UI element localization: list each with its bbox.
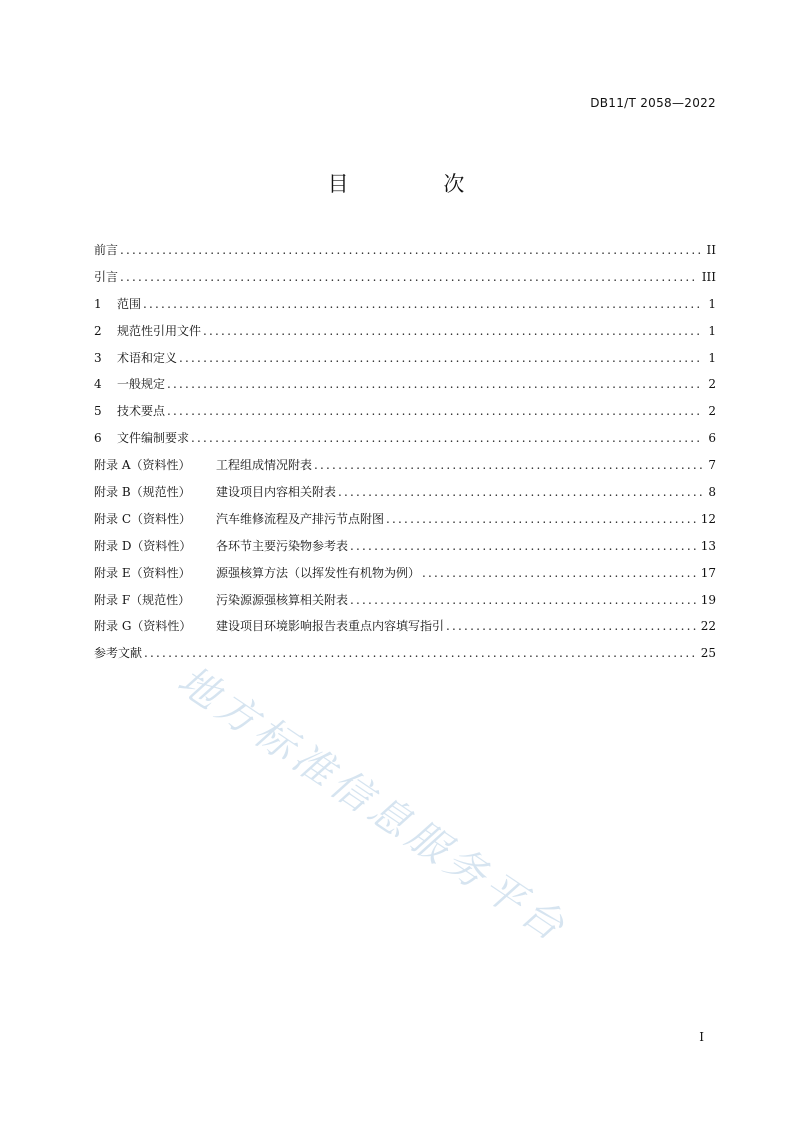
toc-entry-label: 源强核算方法（以挥发性有机物为例） [216, 565, 421, 580]
toc-entry[interactable] [94, 564, 716, 591]
toc-entry-annex-prefix: 附录 D（资料性） [94, 538, 192, 553]
toc-entry-leader [386, 512, 697, 526]
toc-entry-number: 3 [94, 350, 102, 365]
toc-entry[interactable] [94, 241, 716, 268]
toc-entry[interactable] [94, 268, 716, 295]
toc-entry-page: 6 [708, 431, 716, 446]
toc-entry-label: 前言 [94, 243, 119, 257]
toc-entry-number: 4 [94, 377, 102, 392]
toc-entry-leader [446, 619, 697, 633]
toc-entry-label: 建设项目内容相关附表 [216, 485, 337, 500]
toc-entry-label: 规范性引用文件 [117, 323, 202, 338]
toc-entry-label: 术语和定义 [117, 350, 178, 365]
toc-entry-label: 汽车维修流程及产排污节点附图 [216, 511, 385, 526]
toc-entry-page: II [706, 243, 716, 257]
toc-entry-label: 文件编制要求 [117, 431, 190, 446]
toc-entry-leader [422, 566, 697, 580]
toc-entry-label: 技术要点 [117, 404, 166, 419]
toc-entry-page: 1 [708, 323, 716, 338]
toc-entry-page: 25 [700, 646, 716, 661]
toc-entry-leader [167, 377, 702, 391]
toc-entry-label: 各环节主要污染物参考表 [216, 538, 349, 553]
toc-entry-page: III [701, 269, 716, 284]
page-title: 目 次 [327, 172, 509, 196]
table-of-contents [94, 241, 716, 671]
toc-entry-label: 范围 [117, 296, 142, 311]
toc-entry-label: 引言 [94, 269, 119, 284]
toc-entry-annex-prefix: 附录 A（资料性） [94, 458, 191, 473]
toc-entry-label: 一般规定 [117, 377, 166, 392]
toc-entry-label: 建设项目环境影响报告表重点内容填写指引 [216, 619, 445, 634]
toc-entry-label: 工程组成情况附表 [216, 458, 313, 473]
toc-entry-page: 2 [708, 377, 716, 392]
toc-entry-page: 7 [708, 458, 716, 473]
toc-entry-number: 2 [94, 323, 102, 338]
toc-entry-page: 12 [700, 511, 716, 526]
toc-entry-page: 1 [708, 296, 716, 311]
toc-entry-leader [143, 297, 702, 311]
toc-entry-leader [350, 539, 697, 553]
toc-entry[interactable] [94, 402, 716, 429]
toc-entry[interactable] [94, 617, 716, 644]
toc-entry-page: 8 [708, 485, 716, 500]
toc-entry-annex-prefix: 附录 F（规范性） [94, 592, 191, 607]
toc-entry-leader [203, 324, 702, 338]
toc-entry-page: 1 [708, 350, 716, 365]
toc-entry-leader [120, 243, 702, 257]
toc-entry-annex-prefix: 附录 E（资料性） [94, 565, 191, 580]
toc-entry-page: 17 [700, 565, 716, 580]
toc-entry-label: 参考文献 [94, 646, 143, 661]
toc-entry-annex-prefix: 附录 C（资料性） [94, 511, 191, 526]
toc-entry-page: 19 [700, 592, 716, 607]
toc-entry[interactable] [94, 456, 716, 483]
toc-entry-number: 6 [94, 431, 102, 446]
toc-entry[interactable] [94, 349, 716, 376]
toc-entry[interactable] [94, 375, 716, 402]
toc-entry-leader [191, 431, 702, 445]
toc-entry-leader [314, 458, 702, 472]
toc-entry-number: 5 [94, 404, 102, 419]
toc-entry-label: 污染源源强核算相关附表 [216, 592, 349, 607]
page-number: I [699, 1030, 704, 1044]
toc-entry-page: 2 [708, 404, 716, 419]
toc-entry-leader [338, 485, 702, 499]
toc-entry-leader [167, 404, 702, 418]
toc-entry[interactable] [94, 537, 716, 564]
toc-entry-leader [350, 593, 697, 607]
toc-entry-leader [120, 270, 698, 284]
toc-entry[interactable] [94, 429, 716, 456]
toc-entry-leader [144, 646, 697, 660]
toc-entry-leader [179, 351, 702, 365]
toc-entry[interactable] [94, 483, 716, 510]
document-code: DB11/T 2058—2022 [590, 96, 716, 110]
watermark: 地方标准信息服务平台 [169, 657, 577, 953]
toc-entry[interactable] [94, 295, 716, 322]
toc-entry-number: 1 [94, 296, 102, 311]
toc-entry[interactable] [94, 322, 716, 349]
toc-entry[interactable] [94, 591, 716, 618]
toc-entry[interactable] [94, 510, 716, 537]
toc-entry-annex-prefix: 附录 G（资料性） [94, 619, 192, 634]
toc-entry-annex-prefix: 附录 B（规范性） [94, 485, 191, 500]
toc-entry-page: 13 [700, 538, 716, 553]
toc-entry-page: 22 [700, 619, 716, 634]
